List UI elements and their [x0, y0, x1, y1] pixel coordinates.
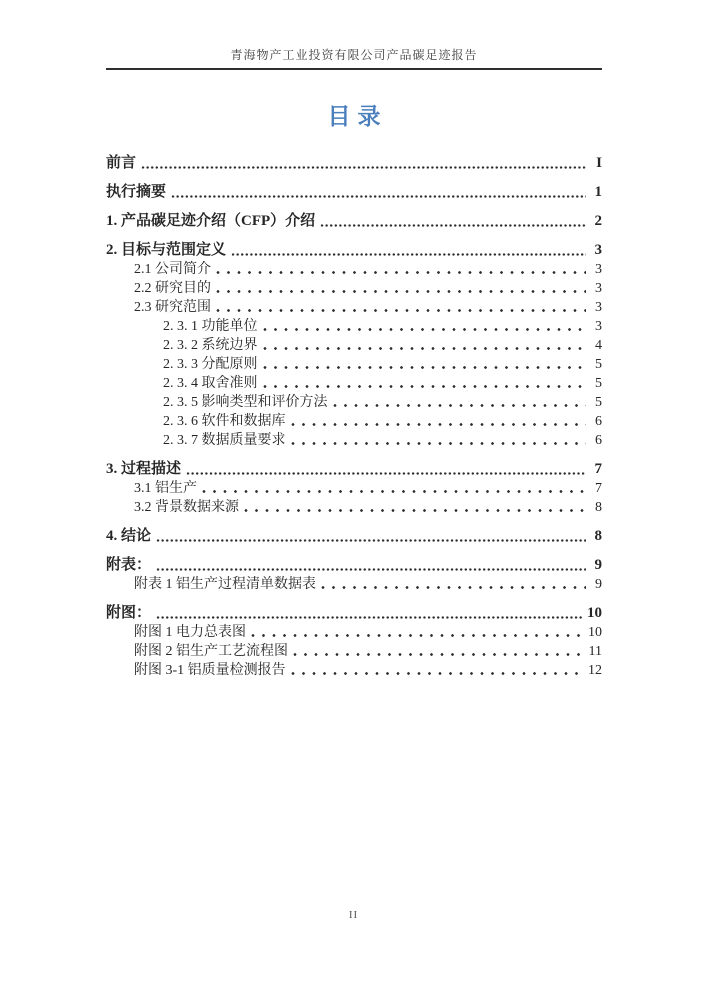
toc-entry [106, 526, 602, 546]
dot-leader [291, 422, 587, 427]
toc-entry [106, 182, 602, 202]
toc-entry-page: 7 [595, 481, 602, 496]
toc-entry-page: 10 [587, 605, 602, 621]
content-area [106, 0, 602, 680]
dot-leader [156, 567, 586, 572]
toc-entry-label: 4. 结论 [106, 528, 152, 544]
toc-entry-page: 6 [595, 414, 602, 429]
toc-entry-label: 附图 1 电力总表图 [134, 625, 246, 640]
dot-leader [291, 441, 587, 446]
toc-entry [106, 555, 602, 575]
page-number-footer: II [348, 909, 359, 921]
toc-entry [106, 317, 602, 336]
dot-leader [156, 538, 586, 543]
toc-entry [106, 642, 602, 661]
dot-leader [263, 365, 587, 370]
dot-leader [263, 327, 587, 332]
toc-entry [106, 153, 602, 173]
toc-entry-label: 前言 [106, 155, 137, 171]
dot-leader [263, 384, 587, 389]
toc-entry-page: 7 [594, 461, 602, 477]
toc-entry-label: 附表： [106, 557, 152, 573]
toc-entry [106, 298, 602, 317]
toc-entry-page: 12 [588, 663, 602, 678]
toc-entry [106, 661, 602, 680]
dot-leader [216, 308, 586, 313]
dot-leader [291, 671, 584, 676]
dot-leader [293, 652, 585, 657]
toc-entry-label: 2. 3. 2 系统边界 [163, 338, 258, 353]
toc-list [106, 153, 602, 680]
toc-entry [106, 603, 602, 623]
toc-entry-page: 8 [594, 528, 602, 544]
toc-entry-label: 2. 3. 6 软件和数据库 [163, 414, 286, 429]
toc-entry-label: 2.3 研究范围 [134, 300, 211, 315]
toc-entry [106, 374, 602, 393]
toc-entry [106, 240, 602, 260]
toc-entry [106, 393, 602, 412]
toc-entry-label: 执行摘要 [106, 184, 167, 200]
dot-leader [231, 252, 586, 257]
toc-entry [106, 498, 602, 517]
toc-entry-label: 附图 3-1 铝质量检测报告 [134, 663, 286, 678]
toc-entry-page: I [596, 155, 602, 171]
toc-entry-label: 2. 3. 4 取舍准则 [163, 376, 258, 391]
toc-entry-label: 2.1 公司简介 [134, 262, 211, 277]
toc-entry-page: 1 [594, 184, 602, 200]
toc-entry-page: 5 [595, 376, 602, 391]
toc-entry-label: 附图： [106, 605, 152, 621]
toc-entry-label: 附表 1 铝生产过程清单数据表 [134, 577, 316, 592]
dot-leader [251, 633, 584, 638]
toc-entry-label: 3.2 背景数据来源 [134, 500, 239, 515]
toc-entry-page: 10 [588, 625, 602, 640]
dot-leader [156, 615, 583, 620]
toc-entry-label: 2. 3. 7 数据质量要求 [163, 433, 286, 448]
toc-entry-label: 3.1 铝生产 [134, 481, 197, 496]
toc-entry-page: 3 [595, 300, 602, 315]
toc-entry [106, 412, 602, 431]
toc-entry-label: 2. 3. 1 功能单位 [163, 319, 258, 334]
toc-entry-label: 1. 产品碳足迹介绍（CFP）介绍 [106, 213, 316, 229]
toc-entry [106, 623, 602, 642]
toc-entry-label: 3. 过程描述 [106, 461, 182, 477]
toc-title: 目录 [327, 104, 388, 129]
dot-leader [141, 165, 586, 170]
toc-entry-page: 9 [595, 577, 602, 592]
toc-entry-page: 3 [594, 242, 602, 258]
toc-entry-page: 4 [595, 338, 602, 353]
toc-entry [106, 575, 602, 594]
toc-entry-page: 5 [595, 395, 602, 410]
toc-entry-page: 9 [594, 557, 602, 573]
toc-entry-page: 3 [595, 319, 602, 334]
toc-entry [106, 431, 602, 450]
dot-leader [216, 289, 586, 294]
toc-entry-page: 5 [595, 357, 602, 372]
dot-leader [244, 508, 586, 513]
dot-leader [216, 270, 586, 275]
toc-entry-page: 8 [595, 500, 602, 515]
dot-leader [171, 194, 586, 199]
toc-entry-page: 3 [595, 281, 602, 296]
toc-entry [106, 479, 602, 498]
dot-leader [263, 346, 587, 351]
toc-entry-label: 2. 3. 3 分配原则 [163, 357, 258, 372]
toc-entry-page: 11 [588, 644, 602, 659]
toc-entry-label: 2. 3. 5 影响类型和评价方法 [163, 395, 328, 410]
dot-leader [320, 223, 586, 228]
toc-entry-page: 3 [595, 262, 602, 277]
toc-entry-label: 附图 2 铝生产工艺流程图 [134, 644, 288, 659]
toc-entry-page: 6 [595, 433, 602, 448]
toc-entry [106, 336, 602, 355]
running-header: 青海物产工业投资有限公司产品碳足迹报告 [106, 0, 602, 70]
dot-leader [186, 471, 586, 476]
toc-entry [106, 211, 602, 231]
toc-entry-label: 2.2 研究目的 [134, 281, 211, 296]
dot-leader [202, 489, 586, 494]
toc-entry-page: 2 [594, 213, 602, 229]
toc-entry [106, 459, 602, 479]
toc-entry [106, 355, 602, 374]
dot-leader [321, 585, 586, 590]
dot-leader [333, 403, 587, 408]
toc-entry [106, 279, 602, 298]
toc-entry [106, 260, 602, 279]
toc-entry-label: 2. 目标与范围定义 [106, 242, 227, 258]
